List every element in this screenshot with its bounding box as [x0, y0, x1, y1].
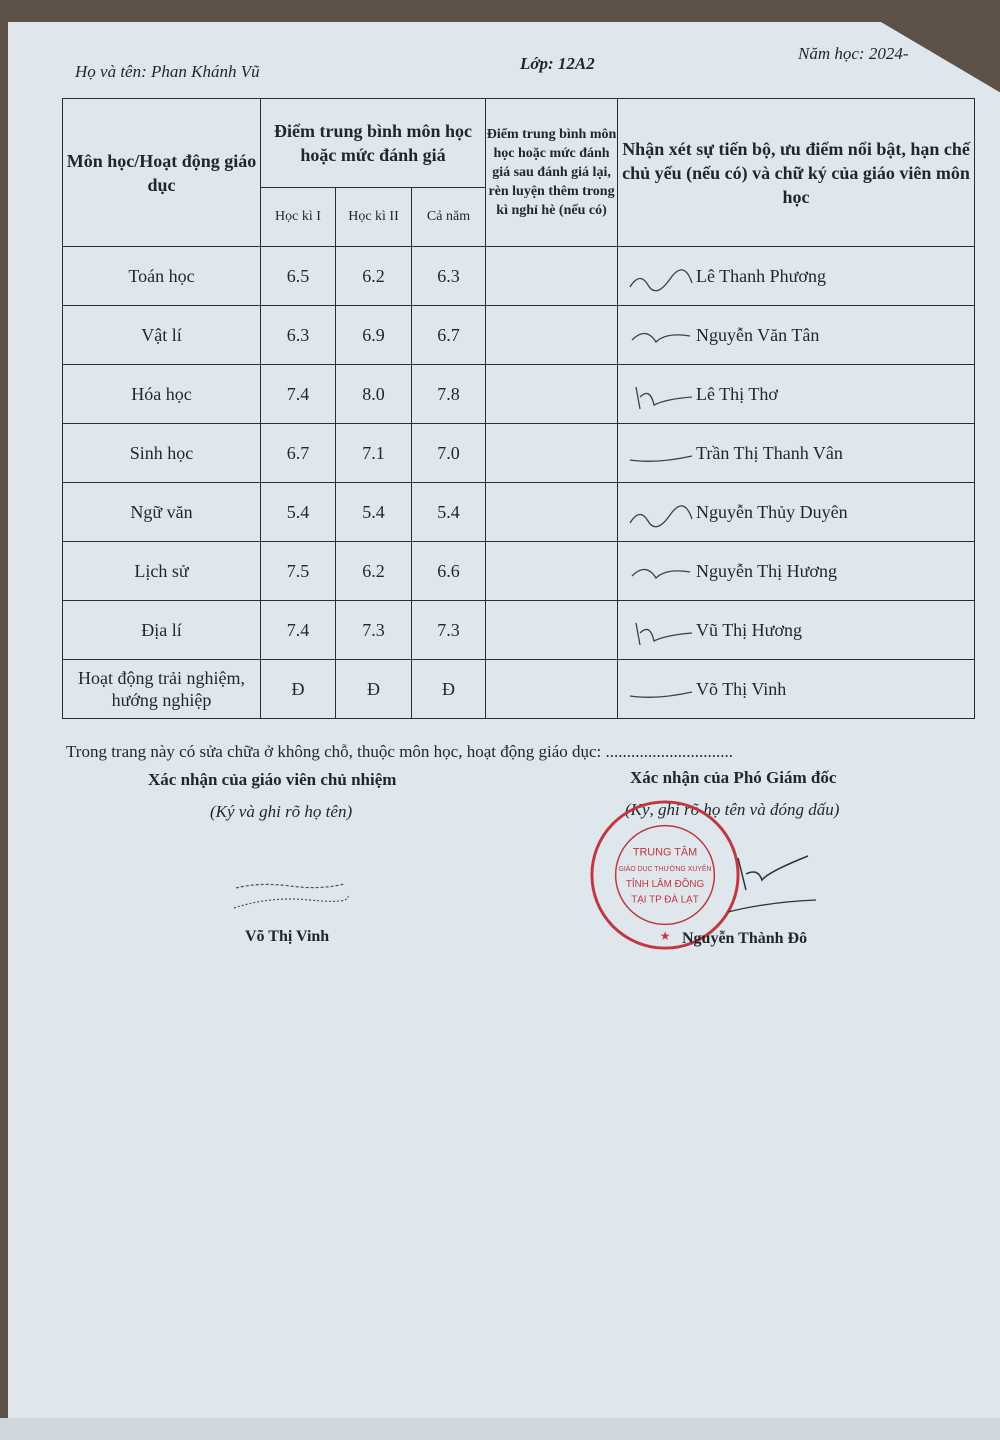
teacher-signature-mark	[626, 674, 696, 708]
subject-cell: Sinh học	[63, 424, 261, 483]
subject-cell: Hóa học	[63, 365, 261, 424]
term1-cell: Đ	[261, 660, 336, 719]
teacher-signature-mark	[626, 438, 696, 472]
retest-cell	[486, 483, 618, 542]
teacher-name: Nguyễn Thủy Duyên	[696, 501, 848, 522]
year-cell: 6.7	[412, 306, 486, 365]
teacher-name: Nguyễn Thị Hương	[696, 560, 837, 581]
stamp-line-1: TRUNG TÂM	[632, 846, 698, 859]
header-term2: Học kì II	[336, 188, 412, 247]
term1-cell: 7.4	[261, 601, 336, 660]
subject-cell: Vật lí	[63, 306, 261, 365]
school-year: Năm học: 2024-	[798, 44, 909, 63]
subject-cell: Lịch sử	[63, 542, 261, 601]
vice-director-confirm-title: Xác nhận của Phó Giám đốc	[630, 768, 837, 787]
header-comment: Nhận xét sự tiến bộ, ưu điểm nổi bật, hạn chế chủ yếu (nếu có) và chữ ký của giáo viên môn học	[618, 99, 975, 247]
stamp-star: ★	[659, 929, 671, 944]
term1-cell: 5.4	[261, 483, 336, 542]
grade-row	[63, 247, 975, 306]
subject-cell: Toán học	[63, 247, 261, 306]
header-subject: Môn học/Hoạt động giáo dục	[63, 99, 261, 247]
student-class: Lớp: 12A2	[520, 54, 595, 73]
teacher-cell	[618, 365, 975, 424]
year-cell: Đ	[412, 660, 486, 719]
teacher-signature-mark	[626, 556, 696, 590]
header-year: Cả năm	[412, 188, 486, 247]
retest-cell	[486, 306, 618, 365]
teacher-cell	[618, 424, 975, 483]
homeroom-confirm-title: Xác nhận của giáo viên chủ nhiệm	[148, 770, 397, 789]
term2-cell: 6.2	[336, 247, 412, 306]
paper-stack-edge	[0, 1418, 1000, 1440]
header-term1: Học kì I	[261, 188, 336, 247]
term2-cell: 8.0	[336, 365, 412, 424]
teacher-signature-mark	[626, 379, 696, 413]
grade-row	[63, 483, 975, 542]
teacher-name: Lê Thanh Phương	[696, 265, 826, 286]
teacher-name: Võ Thị Vinh	[696, 678, 787, 699]
year-cell: 7.3	[412, 601, 486, 660]
teacher-cell	[618, 247, 975, 306]
grades-table	[62, 98, 975, 719]
homeroom-confirm-instruction: (Ký và ghi rõ họ tên)	[210, 802, 353, 821]
homeroom-teacher-name: Võ Thị Vinh	[245, 928, 330, 945]
vice-director-name: Nguyễn Thành Đô	[682, 930, 808, 947]
retest-cell	[486, 542, 618, 601]
teacher-name: Vũ Thị Hương	[696, 619, 802, 640]
subject-cell: Hoạt động trải nghiệm, hướng nghiệp	[63, 660, 261, 719]
teacher-signature-mark	[626, 615, 696, 649]
corrections-note: Trong trang này có sửa chữa ở không chỗ, thuộc môn học, hoạt động giáo dục: ..............................	[66, 742, 734, 761]
vice-director-confirm-instruction: (Ký, ghi rõ họ tên và đóng dấu)	[625, 800, 840, 819]
stamp-line-2: GIÁO DỤC THƯỜNG XUYÊN	[618, 866, 712, 874]
term1-cell: 6.7	[261, 424, 336, 483]
stamp-line-4: TẠI TP ĐÀ LẠT	[631, 894, 699, 906]
year-cell: 7.0	[412, 424, 486, 483]
term1-cell: 6.3	[261, 306, 336, 365]
grade-row	[63, 601, 975, 660]
term2-cell: 7.1	[336, 424, 412, 483]
grade-row	[63, 542, 975, 601]
stamp-line-3: TỈNH LÂM ĐỒNG	[625, 878, 705, 890]
year-cell: 6.6	[412, 542, 486, 601]
subject-cell: Địa lí	[63, 601, 261, 660]
teacher-signature-mark	[626, 261, 696, 295]
teacher-cell	[618, 306, 975, 365]
header-average: Điểm trung bình môn học hoặc mức đánh giá	[261, 99, 486, 188]
year-cell: 6.3	[412, 247, 486, 306]
teacher-cell	[618, 660, 975, 719]
vice-director-signature-mark	[728, 850, 818, 920]
teacher-cell	[618, 601, 975, 660]
teacher-signature-mark	[626, 320, 696, 354]
header-row-1	[63, 99, 975, 188]
term1-cell: 7.4	[261, 365, 336, 424]
retest-cell	[486, 247, 618, 306]
term1-cell: 7.5	[261, 542, 336, 601]
subject-cell: Ngữ văn	[63, 483, 261, 542]
term1-cell: 6.5	[261, 247, 336, 306]
year-cell: 5.4	[412, 483, 486, 542]
student-name: Họ và tên: Phan Khánh Vũ	[75, 62, 260, 81]
teacher-cell	[618, 483, 975, 542]
term2-cell: 5.4	[336, 483, 412, 542]
teacher-name: Nguyễn Văn Tân	[696, 324, 820, 345]
term2-cell: 6.2	[336, 542, 412, 601]
grade-rows	[63, 247, 975, 719]
retest-cell	[486, 424, 618, 483]
term2-cell: 6.9	[336, 306, 412, 365]
grade-row	[63, 660, 975, 719]
teacher-name: Trần Thị Thanh Vân	[696, 442, 843, 463]
term2-cell: 7.3	[336, 601, 412, 660]
grade-row	[63, 424, 975, 483]
retest-cell	[486, 660, 618, 719]
grade-row	[63, 365, 975, 424]
retest-cell	[486, 365, 618, 424]
year-cell: 7.8	[412, 365, 486, 424]
teacher-cell	[618, 542, 975, 601]
homeroom-signature-mark	[230, 878, 350, 914]
teacher-name: Lê Thị Thơ	[696, 383, 778, 404]
header-retest: Điểm trung bình môn học hoặc mức đánh giá sau đánh giá lại, rèn luyện thêm trong kì nghỉ hè (nếu có)	[486, 99, 618, 247]
teacher-signature-mark	[626, 497, 696, 531]
term2-cell: Đ	[336, 660, 412, 719]
grade-row	[63, 306, 975, 365]
retest-cell	[486, 601, 618, 660]
